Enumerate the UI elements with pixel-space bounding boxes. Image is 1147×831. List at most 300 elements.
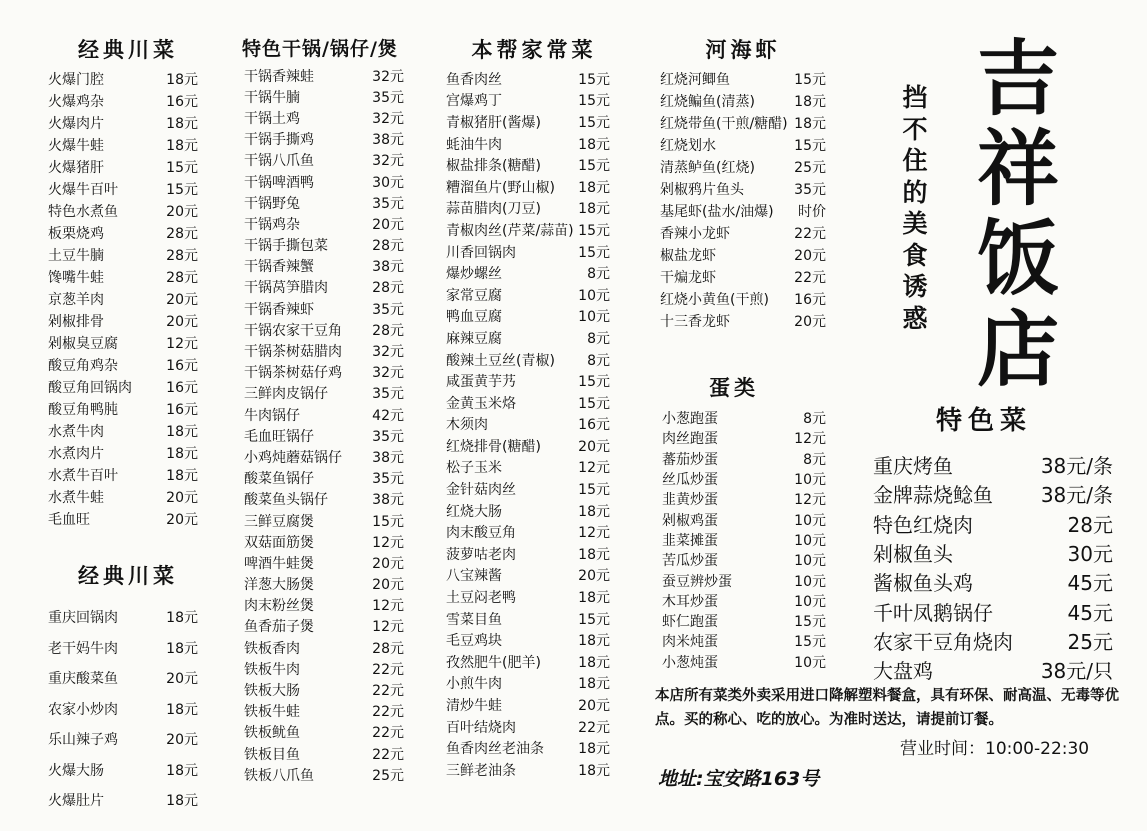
dish-name: 红烧划水 xyxy=(660,138,716,154)
dish-price: 32元 xyxy=(372,344,404,361)
dish-name: 农家小炒肉 xyxy=(48,701,118,718)
dish-name: 丝瓜炒蛋 xyxy=(662,472,718,489)
menu-item xyxy=(244,319,404,340)
dish-name: 重庆酸菜鱼 xyxy=(48,671,118,688)
dish-price: 22元 xyxy=(372,704,404,721)
business-hours: 营业时间：10:00-22:30 xyxy=(900,739,1090,759)
dish-price: 10元 xyxy=(794,553,826,570)
dish-price: 18元 xyxy=(166,701,198,718)
menu-item xyxy=(244,552,404,573)
dish-name: 火爆鸡杂 xyxy=(48,94,104,110)
dish-name: 铁板牛蛙 xyxy=(244,704,300,721)
dish-price: 18元 xyxy=(578,136,610,153)
dish-price: 16元 xyxy=(166,402,198,418)
menu-item xyxy=(446,133,610,155)
dish-name: 虾仁跑蛋 xyxy=(662,614,718,631)
menu-item xyxy=(662,611,826,631)
menu-item xyxy=(446,349,610,371)
dish-price: 18元 xyxy=(166,610,198,627)
dish-price: 32元 xyxy=(372,68,404,85)
menu-item xyxy=(873,538,1113,567)
dish-price: 18元 xyxy=(166,72,198,88)
dish-price: 20元 xyxy=(578,438,610,455)
dish-price: 18元 xyxy=(578,654,610,671)
dish-name: 双菇面筋煲 xyxy=(244,534,314,551)
menu-item xyxy=(873,596,1113,625)
menu-item xyxy=(48,222,198,244)
dish-name: 宫爆鸡丁 xyxy=(446,93,502,110)
menu-item xyxy=(48,244,198,266)
dish-name: 红烧鳊鱼(清蒸) xyxy=(660,94,755,110)
dish-name: 川香回锅肉 xyxy=(446,244,516,261)
dish-name: 肉末酸豆角 xyxy=(446,525,516,542)
menu-item xyxy=(48,112,198,134)
dish-name: 基尾虾(盐水/油爆) xyxy=(660,204,774,220)
menu-item xyxy=(48,376,198,398)
dish-name: 干锅野兔 xyxy=(244,195,300,212)
dish-name: 肉丝跑蛋 xyxy=(662,431,718,448)
dish-name: 酸豆角回锅肉 xyxy=(48,380,132,396)
dish-name: 椒盐龙虾 xyxy=(660,248,716,264)
slogan-char: 挡 xyxy=(902,83,928,112)
menu-item xyxy=(244,404,404,425)
dish-price: 15元 xyxy=(578,114,610,131)
menu-item xyxy=(48,663,198,694)
dish-name: 铁板香肉 xyxy=(244,640,300,657)
dish-price: 22元 xyxy=(794,226,826,242)
dish-name: 木须肉 xyxy=(446,417,488,434)
dish-name: 剁椒鸡蛋 xyxy=(662,512,718,529)
dish-price: 45元 xyxy=(1067,571,1113,596)
menu-item xyxy=(48,68,198,90)
dish-name: 青椒猪肝(酱爆) xyxy=(446,114,541,131)
menu-item xyxy=(48,90,198,112)
menu-item xyxy=(48,785,198,816)
slogan-char: 食 xyxy=(902,240,928,270)
special-dishes xyxy=(873,450,1113,684)
dish-name: 家常豆腐 xyxy=(446,287,502,304)
dish-price: 20元 xyxy=(794,314,826,330)
dish-price: 15元 xyxy=(578,222,610,239)
menu-item xyxy=(244,65,404,86)
dish-price: 12元 xyxy=(578,525,610,542)
dish-price: 10元 xyxy=(794,472,826,489)
menu-item xyxy=(48,200,198,222)
menu-item xyxy=(446,586,610,608)
menu-item xyxy=(244,531,404,552)
dish-name: 火爆牛蛙 xyxy=(48,138,104,154)
dish-price: 28元 xyxy=(372,238,404,255)
dish-price: 42元 xyxy=(372,407,404,424)
dish-price: 18元 xyxy=(166,640,198,657)
dish-name: 干锅手撕鸡 xyxy=(244,132,314,149)
section-title: 经典川菜 xyxy=(78,564,178,588)
dish-name: 鱼香茄子煲 xyxy=(244,619,314,636)
dish-price: 38元 xyxy=(372,492,404,509)
dish-price: 15元 xyxy=(166,182,198,198)
dish-name: 火爆肚片 xyxy=(48,793,104,810)
menu-item xyxy=(446,68,610,90)
menu-item xyxy=(660,288,826,310)
dish-price: 18元 xyxy=(578,590,610,607)
dish-name: 三鲜老油条 xyxy=(446,762,516,779)
dish-price: 12元 xyxy=(372,619,404,636)
dish-name: 干锅茶树菇仔鸡 xyxy=(244,365,342,382)
dish-name: 百叶结烧肉 xyxy=(446,719,516,736)
dish-name: 干锅牛腩 xyxy=(244,89,300,106)
dish-name: 酸辣土豆丝(青椒) xyxy=(446,352,555,369)
menu-item xyxy=(48,310,198,332)
menu-item xyxy=(660,68,826,90)
menu-column-homestyle xyxy=(446,34,610,781)
dish-name: 毛血旺锅仔 xyxy=(244,428,314,445)
menu-item xyxy=(446,673,610,695)
slogan-char: 住 xyxy=(902,146,928,175)
dish-name: 京葱羊肉 xyxy=(48,292,104,308)
dish-price: 25元 xyxy=(1067,629,1113,654)
dish-price: 22元 xyxy=(794,270,826,286)
dish-price: 10元 xyxy=(578,309,610,326)
menu-item xyxy=(48,134,198,156)
dish-price: 15元 xyxy=(578,93,610,110)
menu-item xyxy=(48,420,198,442)
menu-item xyxy=(244,510,404,531)
dish-name: 干锅手撕包菜 xyxy=(244,238,328,255)
menu-item xyxy=(873,655,1113,684)
dish-price: 30元 xyxy=(372,174,404,191)
dish-price: 28元 xyxy=(166,270,198,286)
menu-item xyxy=(660,310,826,332)
dish-price: 22元 xyxy=(578,719,610,736)
menu-item xyxy=(446,176,610,198)
dish-name: 十三香龙虾 xyxy=(660,314,730,330)
slogan-char: 的 xyxy=(902,177,928,207)
menu-item xyxy=(446,111,610,133)
menu-item xyxy=(244,637,404,658)
dish-name: 酸豆角鸭肫 xyxy=(48,402,118,418)
dish-name: 土豆牛腩 xyxy=(48,248,104,264)
dish-name: 酸豆角鸡杂 xyxy=(48,358,118,374)
brand-char: 吉 xyxy=(976,31,1059,127)
dish-price: 10元 xyxy=(794,512,826,529)
dish-price: 20元 xyxy=(166,512,198,528)
menu-item xyxy=(446,284,610,306)
menu-item xyxy=(48,442,198,464)
menu-item xyxy=(244,595,404,616)
dish-price: 32元 xyxy=(372,110,404,127)
menu-item xyxy=(446,759,610,781)
slogan-char: 美 xyxy=(902,209,928,238)
dish-name: 干煸龙虾 xyxy=(660,270,716,286)
dish-price: 12元 xyxy=(372,598,404,615)
dish-price: 20元 xyxy=(372,555,404,572)
dish-price: 22元 xyxy=(372,661,404,678)
menu-item xyxy=(660,178,826,200)
menu-item xyxy=(662,631,826,651)
brand-char: 祥 xyxy=(976,121,1059,218)
menu-column-drypot xyxy=(244,34,404,785)
menu-item xyxy=(446,370,610,392)
dish-name: 干锅茶树菇腊肉 xyxy=(244,344,342,361)
dish-price: 20元 xyxy=(166,204,198,220)
dish-price: 18元 xyxy=(166,116,198,132)
dish-price: 20元 xyxy=(372,577,404,594)
menu-item xyxy=(662,469,826,489)
dish-name: 水煮牛肉 xyxy=(48,424,104,440)
dish-name: 乐山辣子鸡 xyxy=(48,732,118,749)
dish-price: 8元 xyxy=(587,330,610,347)
menu-item xyxy=(446,262,610,284)
menu-item xyxy=(48,288,198,310)
dish-price: 35元 xyxy=(372,301,404,318)
menu-item xyxy=(244,701,404,722)
dish-price: 12元 xyxy=(372,534,404,551)
menu-item xyxy=(446,500,610,522)
dish-name: 红烧带鱼(干煎/糖醋) xyxy=(660,116,788,132)
dish-price: 10元 xyxy=(794,654,826,671)
dish-name: 板栗烧鸡 xyxy=(48,226,104,242)
dish-price: 15元 xyxy=(794,72,826,88)
dish-name: 剁椒鱼头 xyxy=(873,542,953,567)
dish-name: 三鲜肉皮锅仔 xyxy=(244,386,328,403)
menu-item xyxy=(660,156,826,178)
menu-item xyxy=(244,213,404,234)
menu-item xyxy=(446,306,610,328)
section-title: 蛋类 xyxy=(709,376,759,400)
dish-name: 小葱炖蛋 xyxy=(662,654,718,671)
menu-item xyxy=(244,340,404,361)
menu-item xyxy=(48,633,198,664)
dish-price: 35元 xyxy=(372,471,404,488)
dish-name: 八宝辣酱 xyxy=(446,568,502,585)
dish-name: 清蒸鲈鱼(红烧) xyxy=(660,160,755,176)
special-title: 特色菜 xyxy=(936,406,1033,436)
dish-name: 铁板大肠 xyxy=(244,683,300,700)
menu-item xyxy=(662,652,826,672)
dish-name: 水煮牛百叶 xyxy=(48,468,118,484)
menu-column-eggs xyxy=(662,372,826,672)
menu-item xyxy=(446,478,610,500)
dish-price: 15元 xyxy=(578,395,610,412)
menu-item xyxy=(446,457,610,479)
dish-price: 20元 xyxy=(578,568,610,585)
dish-price: 12元 xyxy=(794,431,826,448)
menu-item xyxy=(662,570,826,590)
menu-item xyxy=(873,450,1113,479)
menu-item xyxy=(244,489,404,510)
dish-name: 铁板目鱼 xyxy=(244,746,300,763)
dish-price: 25元 xyxy=(794,160,826,176)
section-title: 河海虾 xyxy=(705,38,781,62)
menu-item xyxy=(48,156,198,178)
dish-name: 铁板八爪鱼 xyxy=(244,767,314,784)
dish-price: 12元 xyxy=(166,336,198,352)
dish-name: 小煎牛肉 xyxy=(446,676,502,693)
dish-name: 酱椒鱼头鸡 xyxy=(873,571,973,596)
dish-name: 爆炒螺丝 xyxy=(446,266,502,283)
dish-name: 金黄玉米烙 xyxy=(446,395,516,412)
dish-name: 松子玉米 xyxy=(446,460,502,477)
slogan-char: 诱 xyxy=(902,272,928,301)
dish-name: 火爆猪肝 xyxy=(48,160,104,176)
menu-item xyxy=(873,479,1113,508)
dish-price: 35元 xyxy=(372,89,404,106)
menu-item xyxy=(48,332,198,354)
dish-price: 18元 xyxy=(578,633,610,650)
menu-item xyxy=(48,486,198,508)
menu-item xyxy=(446,629,610,651)
dish-name: 鱼香肉丝老油条 xyxy=(446,741,544,758)
dish-price: 20元 xyxy=(166,671,198,688)
menu-item xyxy=(48,508,198,530)
dish-price: 18元 xyxy=(578,676,610,693)
dish-price: 8元 xyxy=(803,411,826,428)
menu-item xyxy=(662,530,826,550)
dish-name: 蚕豆辨炒蛋 xyxy=(662,573,732,590)
dish-name: 干锅莴笋腊肉 xyxy=(244,280,328,297)
dish-name: 火爆大肠 xyxy=(48,762,104,779)
menu-item xyxy=(244,107,404,128)
menu-item xyxy=(48,724,198,755)
menu-item xyxy=(660,134,826,156)
dish-price: 15元 xyxy=(372,513,404,530)
menu-item xyxy=(48,602,198,633)
dish-price: 38元 xyxy=(372,132,404,149)
menu-item xyxy=(48,178,198,200)
dish-price: 28元 xyxy=(372,640,404,657)
brand-char: 店 xyxy=(976,301,1059,398)
dish-price: 10元 xyxy=(578,287,610,304)
menu-item xyxy=(244,468,404,489)
menu-item xyxy=(662,550,826,570)
menu-item xyxy=(244,658,404,679)
menu-item xyxy=(873,509,1113,538)
menu-item xyxy=(244,298,404,319)
dish-name: 干锅香辣虾 xyxy=(244,301,314,318)
slogan xyxy=(900,82,930,334)
dish-price: 18元 xyxy=(166,793,198,810)
section-title: 本帮家常菜 xyxy=(471,38,597,62)
menu-item xyxy=(662,449,826,469)
menu-item xyxy=(244,86,404,107)
dish-name: 肉末粉丝煲 xyxy=(244,598,314,615)
dish-price: 18元 xyxy=(794,116,826,132)
dish-price: 18元 xyxy=(578,179,610,196)
dish-name: 特色红烧肉 xyxy=(873,512,973,537)
dish-price: 20元 xyxy=(166,490,198,506)
dish-name: 啤酒牛蛙煲 xyxy=(244,555,314,572)
dish-price: 12元 xyxy=(794,492,826,509)
dish-name: 苦瓜炒蛋 xyxy=(662,553,718,570)
dish-name: 剁椒排骨 xyxy=(48,314,104,330)
dish-name: 糟溜鱼片(野山椒) xyxy=(446,179,555,196)
dish-name: 老干妈牛肉 xyxy=(48,640,118,657)
dish-name: 重庆回锅肉 xyxy=(48,610,118,627)
dish-name: 干锅香辣蛙 xyxy=(244,68,314,85)
dish-price: 18元 xyxy=(166,446,198,462)
restaurant-name xyxy=(968,31,1068,398)
dish-price: 38元/条 xyxy=(1040,483,1113,508)
menu-item xyxy=(662,428,826,448)
dish-price: 16元 xyxy=(166,94,198,110)
dish-price: 10元 xyxy=(794,593,826,610)
dish-name: 三鲜豆腐煲 xyxy=(244,513,314,530)
dish-price: 18元 xyxy=(166,762,198,779)
menu-item xyxy=(244,150,404,171)
dish-price: 35元 xyxy=(794,182,826,198)
dish-price: 15元 xyxy=(578,244,610,261)
menu-item xyxy=(446,392,610,414)
dish-price: 28元 xyxy=(372,280,404,297)
menu-item xyxy=(446,219,610,241)
dish-price: 38元 xyxy=(372,449,404,466)
dish-price: 35元 xyxy=(372,428,404,445)
dish-price: 15元 xyxy=(578,611,610,628)
brand-char: 饭 xyxy=(976,211,1059,308)
dish-name: 干锅土鸡 xyxy=(244,110,300,127)
dish-price: 12元 xyxy=(578,460,610,477)
dish-price: 8元 xyxy=(587,352,610,369)
dish-price: 18元 xyxy=(794,94,826,110)
dish-name: 酸菜鱼锅仔 xyxy=(244,471,314,488)
dish-price: 28元 xyxy=(166,226,198,242)
dish-price: 22元 xyxy=(372,683,404,700)
menu-item xyxy=(662,489,826,509)
dish-price: 8元 xyxy=(803,451,826,468)
menu-item xyxy=(244,722,404,743)
menu-item xyxy=(244,362,404,383)
menu-item xyxy=(660,200,826,222)
menu-item xyxy=(244,574,404,595)
menu-item xyxy=(660,90,826,112)
menu-item xyxy=(48,464,198,486)
dish-price: 20元 xyxy=(578,698,610,715)
menu-item xyxy=(873,626,1113,655)
menu-item xyxy=(446,521,610,543)
menu-item xyxy=(660,222,826,244)
dish-price: 16元 xyxy=(794,292,826,308)
dish-name: 小葱跑蛋 xyxy=(662,411,718,428)
dish-name: 大盘鸡 xyxy=(873,659,933,684)
dish-name: 咸蛋黄芋艿 xyxy=(446,374,516,391)
menu-item xyxy=(244,743,404,764)
dish-price: 22元 xyxy=(372,746,404,763)
dish-name: 农家干豆角烧肉 xyxy=(873,629,1013,654)
menu-item xyxy=(48,266,198,288)
dish-name: 清炒牛蛙 xyxy=(446,698,502,715)
slogan-char: 惑 xyxy=(902,303,928,333)
menu-item xyxy=(446,565,610,587)
dish-price: 15元 xyxy=(794,138,826,154)
dish-price: 15元 xyxy=(794,634,826,651)
dish-price: 38元 xyxy=(372,259,404,276)
address: 地址:宝安路163号 xyxy=(658,768,820,790)
dish-name: 火爆肉片 xyxy=(48,116,104,132)
menu-item xyxy=(660,244,826,266)
dish-price: 28元 xyxy=(166,248,198,264)
dish-price: 20元 xyxy=(166,314,198,330)
dish-price: 15元 xyxy=(794,614,826,631)
dish-price: 16元 xyxy=(166,358,198,374)
dish-name: 干锅八爪鱼 xyxy=(244,153,314,170)
dish-name: 酸菜鱼头锅仔 xyxy=(244,492,328,509)
dish-price: 15元 xyxy=(578,374,610,391)
dish-name: 蕃茄炒蛋 xyxy=(662,451,718,468)
dish-price: 15元 xyxy=(578,71,610,88)
dish-name: 小鸡炖蘑菇锅仔 xyxy=(244,449,342,466)
menu-item xyxy=(446,198,610,220)
section-title: 经典川菜 xyxy=(78,38,178,62)
